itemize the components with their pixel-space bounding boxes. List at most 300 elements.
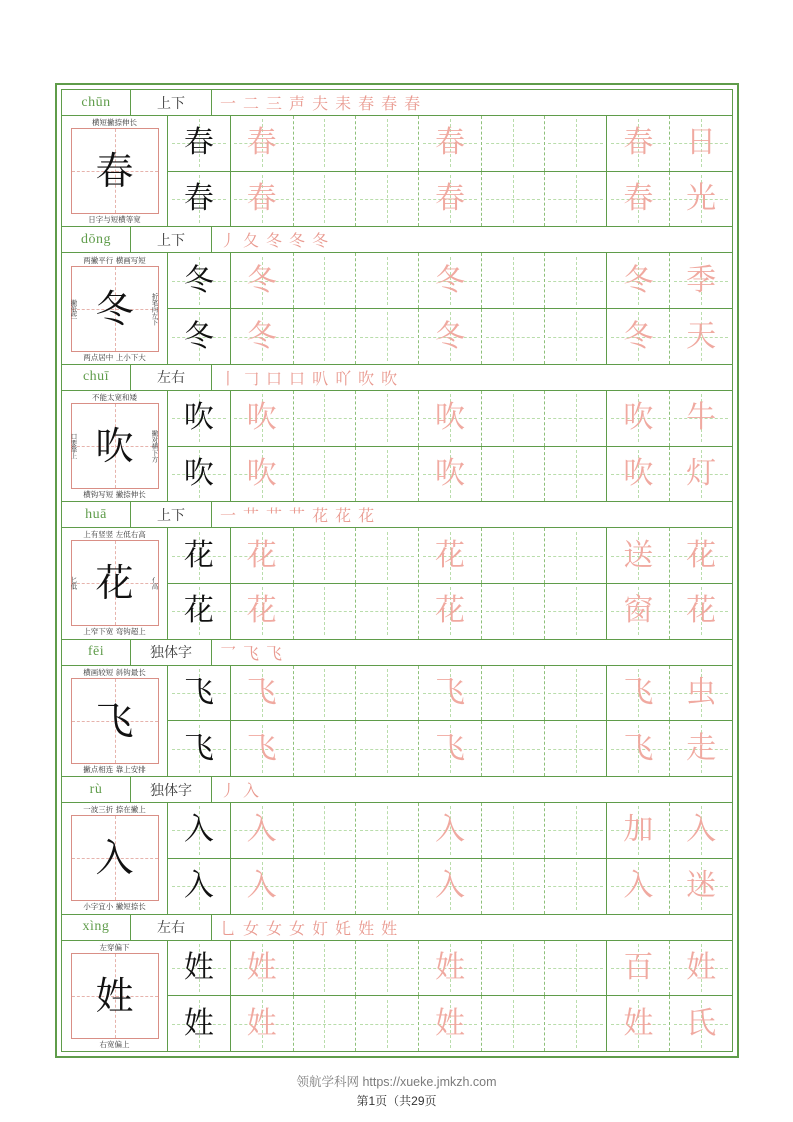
cell-guide-vertical [324, 587, 325, 635]
structure-label: 上下 [131, 227, 212, 252]
practice-cell[interactable] [294, 309, 357, 364]
practice-cell[interactable] [168, 391, 231, 446]
model-character: 冬 [95, 286, 134, 331]
character-header [62, 915, 732, 941]
practice-cell[interactable] [482, 803, 545, 858]
practice-character-trace: 春 [246, 181, 277, 217]
pinyin-label: xìng [62, 915, 131, 940]
practice-cell[interactable] [545, 528, 608, 583]
practice-cell[interactable] [545, 859, 608, 914]
practice-character-trace: 飞 [435, 730, 466, 766]
cell-guide-vertical [387, 944, 388, 992]
cell-guide-vertical [387, 725, 388, 773]
structure-label: 左右 [131, 365, 212, 390]
stroke-order-sequence [212, 90, 732, 115]
practice-cell[interactable] [294, 253, 357, 308]
cell-guide-vertical [513, 587, 514, 635]
practice-character-trace: 春 [246, 125, 277, 161]
practice-cell[interactable] [545, 941, 608, 996]
practice-body [62, 528, 732, 638]
cell-guide-horizontal [548, 886, 602, 887]
writing-tip-left: 撇低些 [69, 298, 78, 319]
cell-guide-vertical [576, 587, 577, 635]
practice-character-model: 姓 [183, 949, 214, 985]
practice-row [168, 995, 732, 1051]
practice-character-trace: 入 [435, 868, 466, 904]
practice-cell[interactable] [482, 116, 545, 171]
practice-body [62, 666, 732, 776]
practice-cell[interactable] [545, 309, 608, 364]
practice-cell[interactable] [356, 309, 419, 364]
practice-row [168, 583, 732, 639]
practice-cell[interactable] [356, 941, 419, 996]
practice-cell[interactable] [607, 584, 670, 639]
stroke-order-sequence [212, 640, 732, 665]
model-grid-box [71, 942, 159, 1049]
practice-cell[interactable] [294, 721, 357, 776]
practice-cell[interactable] [419, 253, 482, 308]
practice-cell[interactable] [294, 859, 357, 914]
practice-cell[interactable] [231, 721, 294, 776]
cell-guide-vertical [513, 119, 514, 167]
practice-body [62, 803, 732, 913]
cell-guide-vertical [324, 532, 325, 580]
practice-cell[interactable] [168, 116, 231, 171]
practice-cell[interactable] [231, 666, 294, 721]
writing-tip-top: 左穿偏下 [99, 942, 130, 952]
practice-character-trace: 吹 [246, 400, 277, 436]
cell-guide-horizontal [297, 1024, 351, 1025]
structure-label: 左右 [131, 915, 212, 940]
practice-cell[interactable] [294, 172, 357, 227]
practice-cell[interactable] [168, 721, 231, 776]
cell-guide-vertical [324, 725, 325, 773]
practice-cell[interactable] [545, 391, 608, 446]
practice-character-trace: 牛 [686, 400, 717, 436]
stroke-step: 叭 [312, 368, 329, 388]
stroke-step: 艹 [289, 506, 306, 526]
cell-guide-horizontal [486, 143, 540, 144]
practice-cell[interactable] [482, 584, 545, 639]
cell-guide-horizontal [548, 830, 602, 831]
practice-cell[interactable] [670, 721, 732, 776]
character-block [62, 915, 732, 1051]
stroke-step: 丿 [220, 781, 237, 801]
cell-guide-horizontal [486, 611, 540, 612]
stroke-step: 𠃌 [243, 368, 260, 388]
cell-guide-vertical [387, 312, 388, 360]
stroke-step: 三 [266, 94, 283, 113]
practice-cell[interactable] [231, 447, 294, 502]
practice-character-trace: 吹 [435, 455, 466, 491]
cell-guide-horizontal [360, 611, 414, 612]
practice-character-trace: 冬 [246, 318, 277, 354]
cell-guide-horizontal [297, 281, 351, 282]
stroke-step: 花 [358, 506, 375, 526]
practice-cell[interactable] [607, 803, 670, 858]
cell-guide-vertical [324, 669, 325, 717]
practice-cell[interactable] [482, 172, 545, 227]
practice-cell[interactable] [670, 447, 732, 502]
stroke-step: 春 [404, 94, 421, 113]
practice-cell[interactable] [545, 996, 608, 1051]
practice-character-model: 冬 [183, 262, 214, 298]
cell-guide-horizontal [297, 830, 351, 831]
cell-guide-vertical [324, 1000, 325, 1048]
practice-cell[interactable] [231, 941, 294, 996]
practice-cell[interactable] [419, 859, 482, 914]
practice-character-trace: 姓 [686, 949, 717, 985]
stroke-order-sequence [212, 915, 732, 940]
practice-cell[interactable] [670, 803, 732, 858]
practice-cell[interactable] [231, 528, 294, 583]
practice-cell[interactable] [482, 528, 545, 583]
cell-guide-vertical [387, 806, 388, 854]
practice-cell[interactable] [294, 941, 357, 996]
writing-tip-left: 匕低 [69, 576, 78, 590]
practice-cell[interactable] [356, 803, 419, 858]
practice-body [62, 941, 732, 1051]
practice-cell[interactable] [545, 803, 608, 858]
practice-cell[interactable] [670, 116, 732, 171]
practice-grid [168, 666, 732, 776]
cell-guide-vertical [387, 669, 388, 717]
cell-guide-vertical [387, 1000, 388, 1048]
practice-cell[interactable] [419, 584, 482, 639]
practice-grid [168, 528, 732, 638]
stroke-step: 入 [243, 781, 260, 801]
cell-guide-horizontal [297, 474, 351, 475]
practice-cell[interactable] [231, 309, 294, 364]
cell-guide-horizontal [486, 749, 540, 750]
practice-cell[interactable] [482, 447, 545, 502]
model-grid-box [69, 393, 159, 500]
practice-character-trace: 氏 [686, 1005, 717, 1041]
practice-cell[interactable] [545, 116, 608, 171]
practice-cell[interactable] [607, 721, 670, 776]
practice-character-model: 飞 [183, 730, 214, 766]
practice-cell[interactable] [545, 584, 608, 639]
cell-guide-vertical [513, 394, 514, 442]
character-header [62, 777, 732, 803]
practice-cell[interactable] [231, 391, 294, 446]
practice-cell[interactable] [607, 859, 670, 914]
practice-cell[interactable] [294, 528, 357, 583]
cell-guide-horizontal [548, 693, 602, 694]
character-header [62, 502, 732, 528]
cell-guide-horizontal [360, 886, 414, 887]
practice-character-trace: 吹 [623, 400, 654, 436]
practice-cell[interactable] [545, 172, 608, 227]
model-character-cell [62, 253, 168, 363]
practice-cell[interactable] [670, 859, 732, 914]
cell-guide-vertical [576, 450, 577, 498]
character-header [62, 227, 732, 253]
practice-row [168, 803, 732, 858]
practice-cell[interactable] [670, 996, 732, 1051]
practice-cell[interactable] [670, 941, 732, 996]
practice-cell[interactable] [168, 666, 231, 721]
practice-character-trace: 春 [623, 125, 654, 161]
practice-cell[interactable] [482, 666, 545, 721]
practice-cell[interactable] [607, 391, 670, 446]
practice-cell[interactable] [607, 666, 670, 721]
practice-grid [168, 253, 732, 363]
practice-cell[interactable] [670, 172, 732, 227]
practice-cell[interactable] [482, 996, 545, 1051]
practice-cell[interactable] [168, 803, 231, 858]
practice-cell[interactable] [168, 528, 231, 583]
practice-character-trace: 姓 [435, 949, 466, 985]
practice-cell[interactable] [670, 391, 732, 446]
practice-cell[interactable] [545, 666, 608, 721]
practice-cell[interactable] [231, 859, 294, 914]
cell-guide-vertical [324, 312, 325, 360]
practice-cell[interactable] [482, 721, 545, 776]
stroke-step: 冬 [266, 231, 283, 251]
practice-cell[interactable] [419, 666, 482, 721]
cell-guide-vertical [324, 257, 325, 305]
practice-cell[interactable] [168, 584, 231, 639]
practice-character-trace: 入 [435, 812, 466, 848]
practice-cell[interactable] [545, 447, 608, 502]
practice-cell[interactable] [294, 803, 357, 858]
practice-cell[interactable] [482, 253, 545, 308]
practice-cell[interactable] [168, 253, 231, 308]
stroke-step: 乚 [220, 918, 237, 938]
practice-cell[interactable] [294, 447, 357, 502]
practice-character-trace: 姓 [435, 1005, 466, 1041]
practice-cell[interactable] [356, 859, 419, 914]
practice-cell[interactable] [419, 528, 482, 583]
practice-character-model: 入 [183, 812, 214, 848]
cell-guide-vertical [576, 312, 577, 360]
practice-cell[interactable] [231, 116, 294, 171]
practice-cell[interactable] [168, 859, 231, 914]
character-header [62, 640, 732, 666]
practice-character-trace: 姓 [246, 949, 277, 985]
practice-cell[interactable] [670, 528, 732, 583]
practice-cell[interactable] [419, 721, 482, 776]
practice-cell[interactable] [294, 584, 357, 639]
model-character: 飞 [95, 698, 134, 743]
writing-tip-top: 横短撇捺伸长 [92, 118, 137, 128]
practice-cell[interactable] [607, 116, 670, 171]
stroke-order-sequence [212, 365, 732, 390]
practice-cell[interactable] [294, 391, 357, 446]
practice-cell[interactable] [419, 116, 482, 171]
model-character-cell [62, 803, 168, 913]
cell-guide-vertical [576, 944, 577, 992]
pinyin-label: rù [62, 777, 131, 802]
practice-cell[interactable] [482, 391, 545, 446]
writing-tip-bottom: 小字宜小 撇短捺长 [83, 902, 146, 912]
practice-cell[interactable] [419, 309, 482, 364]
cell-guide-vertical [513, 806, 514, 854]
practice-character-trace: 春 [623, 181, 654, 217]
cell-guide-horizontal [548, 199, 602, 200]
cell-guide-vertical [513, 862, 514, 910]
cell-guide-vertical [576, 532, 577, 580]
practice-row [168, 720, 732, 776]
stroke-step: 奵 [312, 918, 329, 938]
practice-cell[interactable] [356, 584, 419, 639]
cell-guide-horizontal [360, 1024, 414, 1025]
stroke-step: 二 [243, 94, 260, 113]
practice-cell[interactable] [356, 666, 419, 721]
practice-cell[interactable] [356, 528, 419, 583]
cell-guide-horizontal [548, 968, 602, 969]
stroke-step: 姓 [358, 918, 375, 938]
practice-cell[interactable] [356, 447, 419, 502]
practice-character-trace: 光 [686, 181, 717, 217]
practice-cell[interactable] [231, 253, 294, 308]
watermark: 领航学科网 https://xueke.jmkzh.com [296, 1075, 497, 1089]
practice-cell[interactable] [168, 941, 231, 996]
practice-cell[interactable] [231, 803, 294, 858]
practice-row [168, 116, 732, 171]
stroke-step: 夫 [312, 94, 329, 113]
cell-guide-vertical [576, 119, 577, 167]
practice-character-trace: 飞 [435, 675, 466, 711]
practice-cell[interactable] [670, 584, 732, 639]
practice-cell[interactable] [482, 941, 545, 996]
practice-character-model: 入 [183, 868, 214, 904]
practice-cell[interactable] [168, 172, 231, 227]
practice-cell[interactable] [607, 253, 670, 308]
character-block [62, 502, 732, 639]
cell-guide-horizontal [297, 337, 351, 338]
cell-guide-horizontal [297, 611, 351, 612]
practice-cell[interactable] [168, 447, 231, 502]
practice-character-trace: 走 [686, 730, 717, 766]
practice-cell[interactable] [356, 172, 419, 227]
practice-cell[interactable] [607, 996, 670, 1051]
cell-guide-vertical [576, 725, 577, 773]
cell-guide-vertical [576, 669, 577, 717]
practice-cell[interactable] [356, 253, 419, 308]
practice-character-trace: 飞 [246, 730, 277, 766]
writing-tip-top: 一波三折 捺在撇上 [83, 805, 146, 815]
practice-body [62, 253, 732, 363]
character-header [62, 365, 732, 391]
practice-character-trace: 虫 [686, 675, 717, 711]
practice-cell[interactable] [670, 666, 732, 721]
practice-cell[interactable] [607, 447, 670, 502]
practice-cell[interactable] [356, 721, 419, 776]
practice-cell[interactable] [356, 996, 419, 1051]
practice-cell[interactable] [231, 172, 294, 227]
practice-character-trace: 入 [246, 812, 277, 848]
practice-cell[interactable] [168, 309, 231, 364]
pinyin-label: dōng [62, 227, 131, 252]
practice-row [168, 446, 732, 502]
practice-character-trace: 入 [686, 812, 717, 848]
cell-guide-vertical [387, 587, 388, 635]
worksheet-inner-border [61, 89, 733, 1052]
practice-cell[interactable] [419, 996, 482, 1051]
practice-cell[interactable] [607, 309, 670, 364]
practice-cell[interactable] [294, 116, 357, 171]
practice-row [168, 528, 732, 583]
cell-guide-horizontal [297, 749, 351, 750]
cell-guide-horizontal [297, 693, 351, 694]
cell-guide-horizontal [548, 1024, 602, 1025]
practice-cell[interactable] [670, 253, 732, 308]
model-character: 入 [95, 836, 134, 881]
stroke-step: 飞 [266, 643, 283, 663]
writing-tip-top: 上有竖竖 左低右高 [83, 530, 146, 540]
practice-character-trace: 花 [435, 537, 466, 573]
cell-guide-horizontal [360, 693, 414, 694]
character-block [62, 640, 732, 777]
practice-cell[interactable] [419, 803, 482, 858]
practice-row [168, 941, 732, 996]
model-character: 春 [95, 149, 134, 194]
stroke-step: 吹 [358, 368, 375, 388]
cell-guide-vertical [324, 806, 325, 854]
practice-cell[interactable] [482, 859, 545, 914]
practice-cell[interactable] [607, 528, 670, 583]
practice-cell[interactable] [545, 253, 608, 308]
cell-guide-horizontal [486, 556, 540, 557]
model-grid-box [71, 118, 159, 225]
practice-cell[interactable] [231, 584, 294, 639]
stroke-order-sequence [212, 777, 732, 802]
practice-cell[interactable] [231, 996, 294, 1051]
writing-tip-right: 撇对横下方 [150, 429, 159, 463]
pinyin-label: fēi [62, 640, 131, 665]
practice-cell[interactable] [419, 941, 482, 996]
writing-tip-right: 折笔向左下 [150, 292, 159, 325]
pinyin-label: chūn [62, 90, 131, 115]
practice-cell[interactable] [419, 391, 482, 446]
practice-character-model: 吹 [183, 400, 214, 436]
practice-character-model: 花 [183, 537, 214, 573]
practice-cell[interactable] [356, 116, 419, 171]
practice-row [168, 253, 732, 308]
stroke-step: 冬 [312, 231, 329, 251]
cell-guide-vertical [576, 862, 577, 910]
practice-cell[interactable] [482, 309, 545, 364]
practice-body [62, 391, 732, 501]
practice-cell[interactable] [294, 996, 357, 1051]
practice-cell[interactable] [607, 941, 670, 996]
practice-cell[interactable] [607, 172, 670, 227]
character-block [62, 777, 732, 914]
practice-cell[interactable] [356, 391, 419, 446]
stroke-step: 姓 [381, 918, 398, 938]
writing-tip-top: 不能太宽和矮 [92, 393, 137, 403]
practice-cell[interactable] [670, 309, 732, 364]
writing-tip-right: 亻高 [150, 576, 159, 590]
practice-cell[interactable] [419, 172, 482, 227]
practice-character-trace: 加 [623, 812, 654, 848]
cell-guide-horizontal [486, 968, 540, 969]
character-block [62, 227, 732, 364]
practice-character-trace: 送 [623, 537, 654, 573]
model-character-cell [62, 941, 168, 1051]
cell-guide-vertical [387, 532, 388, 580]
practice-cell[interactable] [294, 666, 357, 721]
cell-guide-vertical [324, 862, 325, 910]
practice-cell[interactable] [168, 996, 231, 1051]
practice-cell[interactable] [419, 447, 482, 502]
practice-character-trace: 百 [623, 949, 654, 985]
cell-guide-vertical [513, 725, 514, 773]
writing-tip-bottom: 两点居中 上小下大 [83, 352, 146, 362]
practice-cell[interactable] [545, 721, 608, 776]
